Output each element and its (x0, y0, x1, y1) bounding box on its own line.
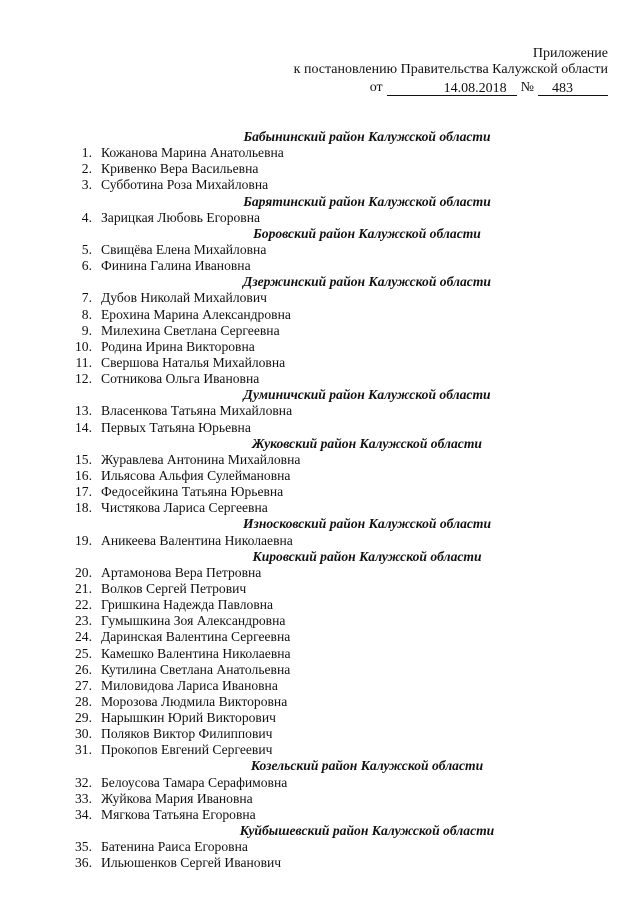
list-item (72, 339, 542, 355)
resolution-number: 483 (538, 81, 608, 96)
item-number: 27. (75, 677, 92, 693)
item-number: 14. (75, 419, 92, 435)
person-name: Ильюшенков Сергей Иванович (101, 855, 282, 871)
list-item (72, 500, 542, 516)
list-item (72, 678, 542, 694)
district-heading: Барятинский район Калужской области (243, 193, 491, 209)
resolution-reference: к постановлению Правительства Калужской области (293, 62, 608, 77)
person-name: Даринская Валентина Сергеевна (101, 629, 291, 645)
list-item (72, 839, 542, 855)
list-item (72, 242, 542, 258)
item-number: 25. (75, 645, 92, 661)
item-number: 33. (75, 790, 92, 806)
list-item (72, 855, 542, 871)
list-item (72, 807, 542, 823)
list-item (72, 258, 542, 274)
person-name: Федосейкина Татьяна Юрьевна (101, 484, 284, 500)
person-name: Родина Ирина Викторовна (101, 338, 255, 354)
list-item (72, 420, 542, 436)
item-number: 23. (75, 613, 92, 629)
person-name: Батенина Раиса Егоровна (101, 839, 248, 855)
appendix-label: Приложение (532, 46, 608, 61)
item-number: 16. (75, 467, 92, 483)
list-item (72, 791, 542, 807)
list-item (72, 484, 542, 500)
district-heading: Козельский район Калужской области (250, 758, 484, 774)
person-name: Власенкова Татьяна Михайловна (101, 403, 293, 419)
list-item (72, 742, 542, 758)
person-name: Морозова Людмила Викторовна (101, 693, 288, 709)
district-heading: Думиничский район Калужской области (243, 387, 491, 403)
item-number: 20. (75, 564, 92, 580)
item-number: 3. (81, 177, 92, 193)
list-item (72, 323, 542, 339)
person-name: Свершова Наталья Михайловна (101, 354, 286, 370)
person-name: Артамонова Вера Петровна (101, 564, 262, 580)
list-item (72, 662, 542, 678)
list-item (72, 290, 542, 306)
list-item (72, 581, 542, 597)
item-number: 28. (75, 693, 92, 709)
person-name: Камешко Валентина Николаевна (101, 645, 291, 661)
person-name: Белоусова Тамара Серафимовна (101, 774, 288, 790)
person-name: Гришкина Надежда Павловна (101, 597, 274, 613)
district-heading: Жуковский район Калужской области (252, 435, 482, 451)
date-number-line (294, 80, 608, 96)
list-item (72, 307, 542, 323)
person-name: Прокопов Евгений Сергеевич (101, 742, 273, 758)
district-heading: Кировский район Калужской области (252, 548, 482, 564)
person-name: Аникеева Валентина Николаевна (101, 532, 293, 548)
number-sign: № (520, 80, 534, 95)
people-list (72, 129, 542, 871)
person-name: Журавлева Антонина Михайловна (101, 451, 301, 467)
item-number: 31. (75, 742, 92, 758)
document-header (294, 46, 608, 96)
list-item (72, 468, 542, 484)
list-item (72, 646, 542, 662)
item-number: 8. (81, 306, 92, 322)
item-number: 2. (81, 161, 92, 177)
person-name: Кожанова Марина Анатольевна (101, 145, 284, 161)
from-label: от (369, 80, 383, 95)
district-heading: Боровский район Калужской области (253, 225, 481, 241)
person-name: Чистякова Лариса Сергеевна (101, 500, 268, 516)
item-number: 7. (81, 290, 92, 306)
list-item (72, 371, 542, 387)
list-item (72, 210, 542, 226)
person-name: Милехина Светлана Сергеевна (101, 322, 280, 338)
person-name: Сотникова Ольга Ивановна (101, 371, 260, 387)
list-item (72, 710, 542, 726)
person-name: Волков Сергей Петрович (101, 580, 247, 596)
list-item (72, 533, 542, 549)
person-name: Ерохина Марина Александровна (101, 306, 291, 322)
person-name: Первых Татьяна Юрьевна (101, 419, 251, 435)
list-item (72, 613, 542, 629)
item-number: 34. (75, 806, 92, 822)
list-item (72, 565, 542, 581)
person-name: Субботина Роза Михайловна (101, 177, 269, 193)
list-item (72, 597, 542, 613)
list-item (72, 629, 542, 645)
person-name: Финина Галина Ивановна (101, 258, 251, 274)
item-number: 9. (81, 322, 92, 338)
person-name: Кутилина Светлана Анатольевна (101, 661, 291, 677)
item-number: 30. (75, 726, 92, 742)
item-number: 12. (75, 371, 92, 387)
item-number: 6. (81, 258, 92, 274)
item-number: 10. (75, 338, 92, 354)
item-number: 4. (81, 209, 92, 225)
list-item (72, 145, 542, 161)
item-number: 13. (75, 403, 92, 419)
item-number: 32. (75, 774, 92, 790)
list-item (72, 694, 542, 710)
list-item (72, 403, 542, 419)
item-number: 29. (75, 710, 92, 726)
list-item (72, 775, 542, 791)
item-number: 26. (75, 661, 92, 677)
item-number: 11. (75, 354, 92, 370)
district-heading: Износковский район Калужской области (242, 516, 492, 532)
person-name: Нарышкин Юрий Викторович (101, 710, 276, 726)
person-name: Зарицкая Любовь Егоровна (101, 209, 261, 225)
list-item (72, 355, 542, 371)
person-name: Поляков Виктор Филиппович (101, 726, 273, 742)
list-item (72, 452, 542, 468)
item-number: 19. (75, 532, 92, 548)
item-number: 18. (75, 500, 92, 516)
item-number: 22. (75, 597, 92, 613)
resolution-date: 14.08.2018 (387, 81, 517, 96)
person-name: Гумышкина Зоя Александровна (101, 613, 286, 629)
person-name: Ильясова Альфия Сулеймановна (101, 467, 291, 483)
list-item (72, 177, 542, 193)
person-name: Кривенко Вера Васильевна (101, 161, 259, 177)
item-number: 21. (75, 580, 92, 596)
person-name: Миловидова Лариса Ивановна (101, 677, 278, 693)
item-number: 15. (75, 451, 92, 467)
list-item (72, 726, 542, 742)
item-number: 17. (75, 484, 92, 500)
item-number: 5. (81, 241, 92, 257)
person-name: Жуйкова Мария Ивановна (101, 790, 253, 806)
item-number: 35. (75, 839, 92, 855)
district-heading: Куйбышевский район Калужской области (239, 823, 495, 839)
person-name: Мягкова Татьяна Егоровна (101, 806, 256, 822)
district-heading: Дзержинский район Калужской области (243, 274, 491, 290)
district-heading: Бабынинский район Калужской области (243, 129, 491, 144)
list-item (72, 161, 542, 177)
person-name: Свищёва Елена Михайловна (101, 241, 267, 257)
item-number: 36. (75, 855, 92, 871)
person-name: Дубов Николай Михайлович (101, 290, 267, 306)
item-number: 1. (81, 145, 92, 161)
item-number: 24. (75, 629, 92, 645)
